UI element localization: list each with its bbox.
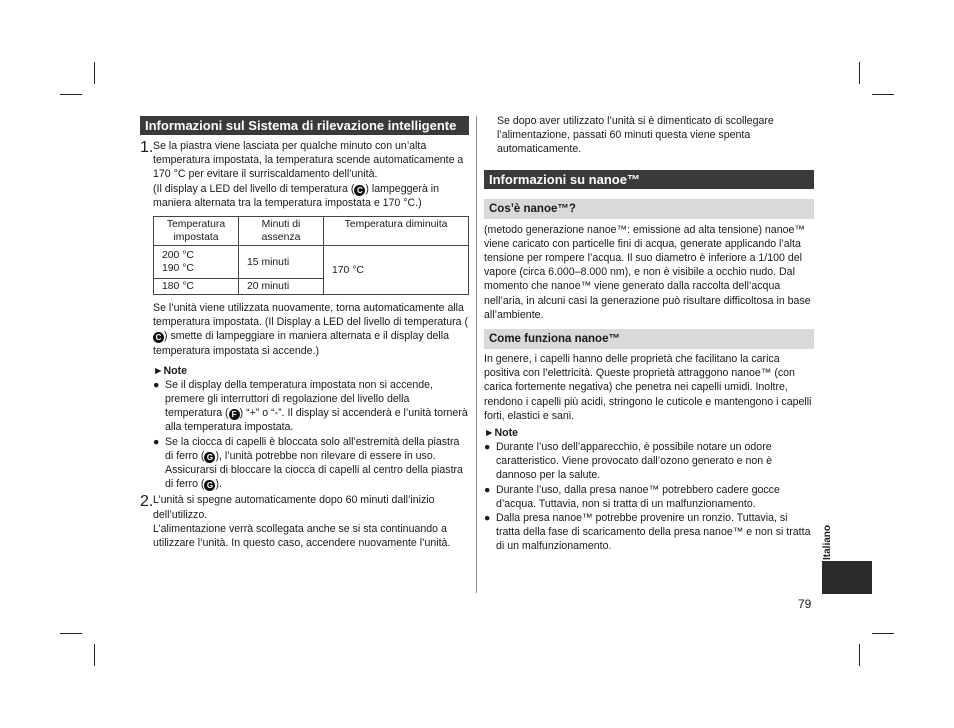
crop-mark xyxy=(859,644,860,666)
how-nanoe-works-text: In genere, i capelli hanno delle proprietà che facilitano la carica positiva con l’elettricità. Queste proprietà attraggono nanoe™ (con carica fortemente negativa) che penetra nei capelli umidi. Inoltre, rendono i capelli più acidi, stringono le cuticole e mantengono i capelli forti, elastici e sani. xyxy=(484,353,812,422)
item-1-text: Se la piastra viene lasciata per qualche minuto con un’alta temperatura impostata, la temperatura scende automaticamente a 170 °C per evitare il surriscaldamento dell’unità. xyxy=(153,140,464,181)
g-icon: G xyxy=(204,480,215,491)
temperature-table xyxy=(153,216,469,295)
section-title-smart-sensor: Informazioni sul Sistema di rilevazione intelligente xyxy=(140,116,469,135)
crop-mark xyxy=(872,94,894,95)
resume-text: Se l’unità viene utilizzata nuovamente, torna automaticamente alla temperatura impostata. (Il Display a LED del livello di temperatura (C ) smette di lampeggiare in maniera alternata e il display della temperatura impostata si accende.) xyxy=(153,302,469,357)
note-label: ►Note xyxy=(153,364,188,377)
item-1-led-note: (Il display a LED del livello di temperatura ( C ) lampeggerà in maniera alternata tra la temperatura impostata e 170 °C.) xyxy=(153,182,439,209)
left-column xyxy=(140,116,469,550)
table-header: Minuti di assenza xyxy=(239,217,324,246)
f-icon: F xyxy=(229,409,240,420)
note-item: ● Se il display della temperatura impostata non si accende, premere gli interruttori di regolazione del livello della temperatura ( F ) “+” o “-”. Il display si accenderà e l’unità tornerà alla temperatura impostata. xyxy=(153,378,468,434)
continued-text: Se dopo aver utilizzato l’unità si è dimenticato di scollegare l’alimentazione, passati 60 minuti questa viene spenta automaticamente. xyxy=(497,115,774,156)
note-item: ● Durante l’uso dell’apparecchio, è possibile notare un odore caratteristico. Viene provocato dall’ozono generato e non è dannoso per la salute. xyxy=(484,441,773,482)
crop-mark xyxy=(94,62,95,84)
page-number: 79 xyxy=(798,597,812,611)
table-cell: 15 minuti xyxy=(239,246,324,279)
subheader-how-nanoe-works: Come funziona nanoe™ xyxy=(484,329,814,349)
note-item: ● Se la ciocca di capelli è bloccata solo all’estremità della piastra di ferro ( G ), l’unità potrebbe non rilevare di essere in uso. Assicurarsi di bloccare la ciocca di capelli al centro della piastra di ferro ( G ). xyxy=(153,435,463,491)
table-cell: 20 minuti xyxy=(239,279,324,295)
c-icon: C xyxy=(354,185,365,196)
list-item-2 xyxy=(140,493,469,550)
table-cell: 180 °C xyxy=(154,279,239,295)
item-2-text: L’unità si spegne automaticamente dopo 60 minuti dall’inizio dell’utilizzo. xyxy=(153,494,435,521)
c-icon: C xyxy=(153,332,164,343)
crop-mark xyxy=(859,62,860,84)
g-icon: G xyxy=(204,452,215,463)
language-tab xyxy=(822,561,872,594)
notes-block xyxy=(153,364,469,492)
crop-mark xyxy=(94,644,95,666)
what-is-nanoe-text: (metodo generazione nanoe™: emissione ad alta tensione) nanoe™ viene caricato con particelle fini di acqua, generate applicando l’alta tensione per rompere l’acqua. Il suo diametro è inferiore a 1/100 del vapore (circa 6.000–8.000 nm), e non è visibile a occhio nudo. Dal momento che nanoe™ viene generato dalla raccolta dell’acqua nell’aria, in alcuni casi la generazione può risultare difficoltosa in base all’ambiente. xyxy=(484,223,811,321)
item-number: 1. xyxy=(140,139,154,156)
column-divider xyxy=(476,116,477,593)
crop-mark xyxy=(872,633,894,634)
table-cell: 200 °C 190 °C xyxy=(154,246,239,279)
table-header: Temperatura impostata xyxy=(154,217,239,246)
list-item-1 xyxy=(140,139,469,210)
crop-mark xyxy=(60,633,82,634)
item-number: 2. xyxy=(140,493,154,511)
language-tab-label: Italiano xyxy=(822,524,833,560)
note-item: ● Dalla presa nanoe™ potrebbe provenire un ronzio. Tuttavia, si tratta della fase di scaricamento della presa nanoe™ e non si tratta di un malfunzionamento. xyxy=(484,512,811,553)
item-2-text-2: L’alimentazione verrà scollegata anche se si sta continuando a utilizzare l’unità. In questo caso, accendere nuovamente l’unità. xyxy=(153,522,451,550)
crop-mark xyxy=(60,94,82,95)
right-column xyxy=(484,114,814,554)
note-label: ►Note xyxy=(484,427,519,440)
note-item: ● Durante l’uso, dalla presa nanoe™ potrebbero cadere gocce d’acqua. Tuttavia, non si tratta di un malfunzionamento. xyxy=(484,483,780,510)
notes-block xyxy=(484,426,814,554)
table-cell: 170 °C xyxy=(324,246,469,295)
section-title-nanoe: Informazioni su nanoe™ xyxy=(484,170,814,189)
subheader-what-is-nanoe: Cos’è nanoe™? xyxy=(484,199,814,219)
table-header: Temperatura diminuita xyxy=(324,217,469,246)
